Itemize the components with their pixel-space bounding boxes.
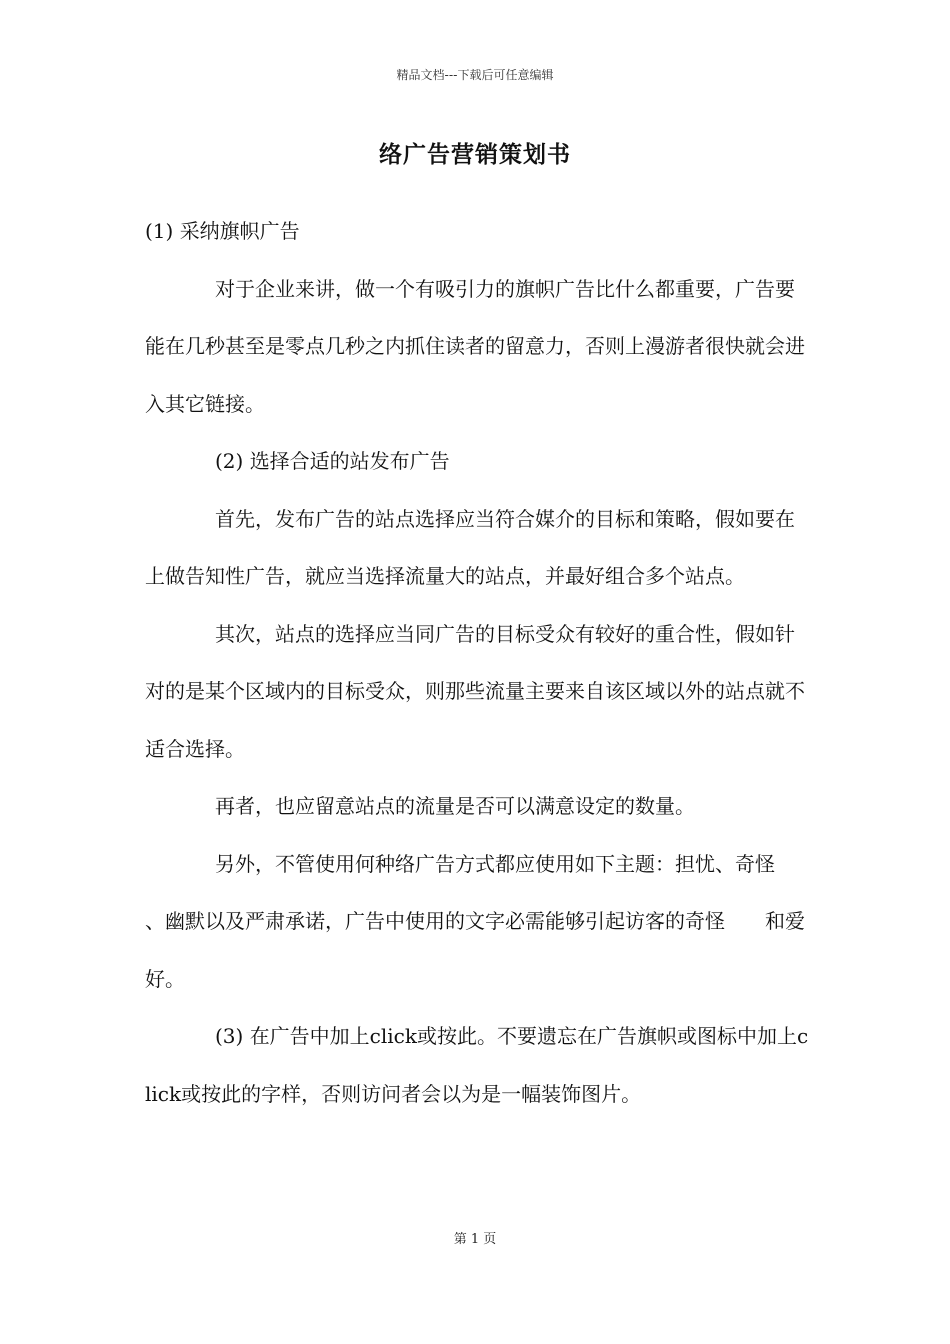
document-title: 络广告营销策划书 bbox=[379, 142, 571, 168]
header-note: 精品文档---下载后可任意编辑 bbox=[396, 68, 554, 82]
document-body bbox=[145, 203, 815, 1123]
section-heading-1: (1) 采纳旗帜广告 bbox=[145, 219, 300, 243]
page-number: 第 1 页 bbox=[453, 1232, 497, 1247]
paragraph: 其次，站点的选择应当同广告的目标受众有较好的重合性，假如针对的是某个区域内的目标受众，则那些流量主要来自该区域以外的站点就不适合选择。 bbox=[145, 621, 805, 761]
paragraph: 首先，发布广告的站点选择应当符合媒介的目标和策略，假如要在上做告知性广告，就应当选择流量大的站点，并最好组合多个站点。 bbox=[145, 506, 795, 588]
paragraph: 另外，不管使用何种络广告方式都应使用如下主题：担忧、奇怪 、幽默以及严肃承诺，广告中使用的文字必需能够引起访客的奇怪 和爱好。 bbox=[145, 851, 815, 991]
paragraph: 再者，也应留意站点的流量是否可以满意设定的数量。 bbox=[215, 794, 695, 818]
paragraph: 对于企业来讲，做一个有吸引力的旗帜广告比什么都重要，广告要能在几秒甚至是零点几秒之内抓住读者的留意力，否则上漫游者很快就会进入其它链接。 bbox=[145, 276, 805, 416]
section-heading-3: (3) 在广告中加上click或按此。不要遗忘在广告旗帜或图标中加上click或按此的字样，否则访问者会以为是一幅装饰图片。 bbox=[145, 1024, 809, 1106]
section-heading-2: (2) 选择合适的站发布广告 bbox=[215, 449, 450, 473]
